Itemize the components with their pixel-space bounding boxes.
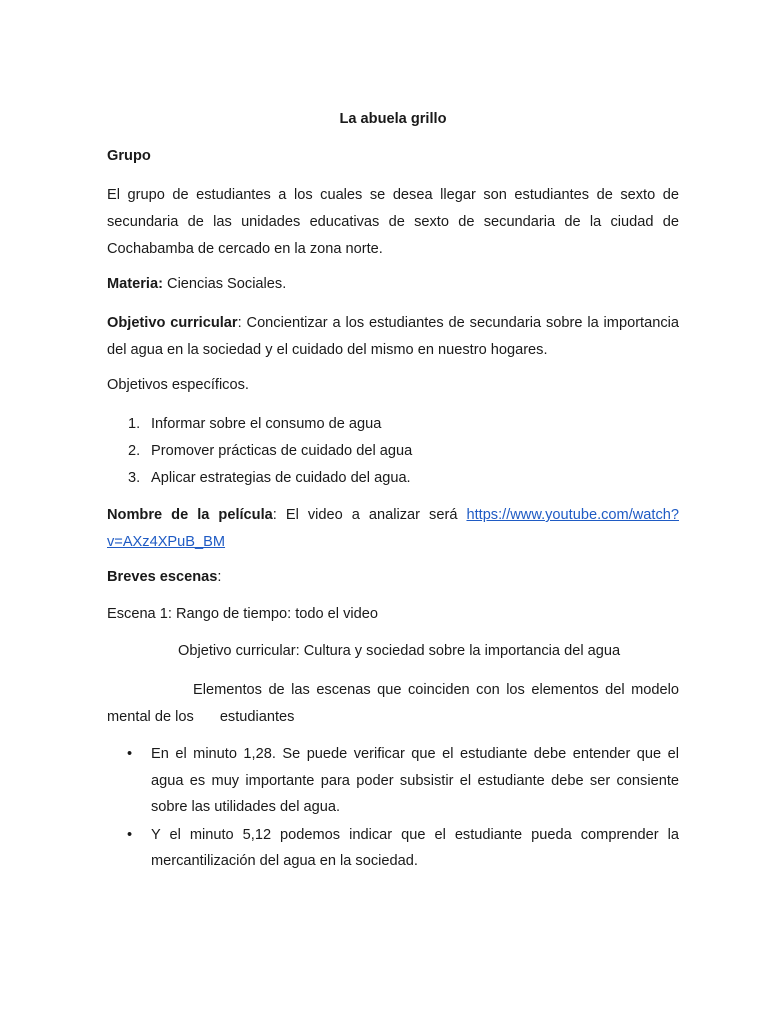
grupo-heading-text: Grupo xyxy=(107,148,151,164)
escenas-label: Breves escenas xyxy=(107,569,218,585)
pelicula-paragraph xyxy=(107,502,679,556)
objetivo-label: Objetivo curricular xyxy=(107,315,238,331)
elementos-text-end: estudiantes xyxy=(219,709,295,725)
document-page xyxy=(107,108,679,876)
elementos-text: Elementos de las escenas que coinciden con los elementos del modelo mental de los xyxy=(107,682,679,725)
document-title: La abuela grillo xyxy=(339,111,447,127)
list-number: 1. xyxy=(128,416,141,432)
bullet-icon: • xyxy=(127,746,133,762)
objetivo-value: : Concientizar a los estudiantes de secundaria sobre la importancia del agua en la sociedad y el cuidado del mismo en nuestro hogares. xyxy=(107,315,679,358)
escena1-line: Escena 1: Rango de tiempo: todo el video xyxy=(107,606,378,622)
materia-paragraph xyxy=(107,273,679,295)
objetivo-paragraph xyxy=(107,310,679,364)
materia-value: Ciencias Sociales. xyxy=(162,276,287,292)
escenas-colon: : xyxy=(217,569,222,585)
bullet-icon: • xyxy=(127,826,133,843)
elementos-paragraph xyxy=(107,677,679,731)
list-item-text: Aplicar estrategias de cuidado del agua. xyxy=(151,470,411,486)
list-item xyxy=(128,411,679,438)
list-item xyxy=(127,741,679,821)
bullet-list xyxy=(107,741,679,875)
list-item-text: Informar sobre el consumo de agua xyxy=(151,416,382,432)
bullet-text: Y el minuto 5,12 podemos indicar que el estudiante pueda comprender la mercantilización del agua en la sociedad. xyxy=(151,826,679,869)
youtube-link[interactable]: https://www.youtube.com/watch?v=AXz4XPuB_BM xyxy=(107,507,679,550)
list-number: 2. xyxy=(128,443,141,459)
list-item xyxy=(127,822,679,875)
grupo-heading xyxy=(107,145,679,167)
grupo-paragraph: El grupo de estudiantes a los cuales se desea llegar son estudiantes de sexto de secundaria de las unidades educativas de sexto de secundaria de la ciudad de Cochabamba de cercado en la zona norte. xyxy=(107,187,679,257)
list-number: 3. xyxy=(128,470,141,486)
escena1-objetivo: Objetivo curricular: Cultura y sociedad sobre la importancia del agua xyxy=(178,643,621,659)
escenas-heading xyxy=(107,566,679,588)
especificos-list xyxy=(107,411,679,492)
list-item xyxy=(128,438,679,465)
pelicula-label: Nombre de la película xyxy=(107,507,273,523)
list-item xyxy=(128,465,679,492)
pelicula-text: : El video a analizar será xyxy=(272,507,467,523)
materia-label: Materia: xyxy=(107,276,163,292)
especificos-heading: Objetivos específicos. xyxy=(107,377,249,393)
list-item-text: Promover prácticas de cuidado del agua xyxy=(151,443,413,459)
bullet-text: En el minuto 1,28. Se puede verificar que el estudiante debe entender que el agua es muy importante para poder subsistir el estudiante debe ser consiente sobre las utilidades del agua. xyxy=(151,746,679,815)
